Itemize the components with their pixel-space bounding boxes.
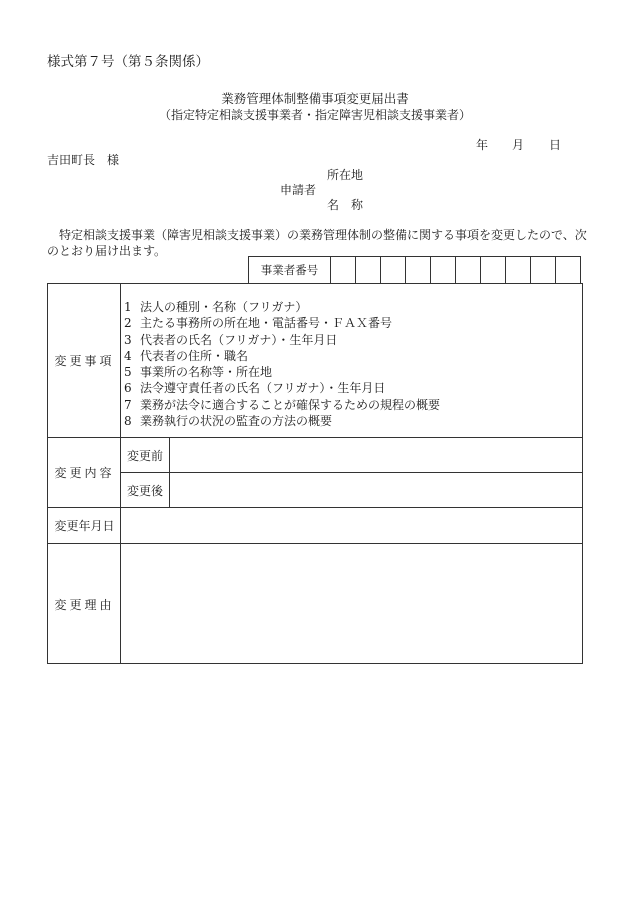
list-item: 8 業務執行の状況の監査の方法の概要 xyxy=(124,414,333,429)
business-number-label: 事業者番号 xyxy=(249,257,331,284)
applicant-label: 申請者 xyxy=(280,183,317,197)
address-label: 所在地 xyxy=(327,168,364,182)
list-item: 1 法人の種別・名称（フリガナ） xyxy=(124,300,308,314)
business-number-digit[interactable] xyxy=(456,257,481,284)
business-number-table xyxy=(248,256,581,284)
change-content-label: 変更内容 xyxy=(54,466,115,480)
list-item: 6 法令遵守責任者の氏名（フリガナ）・生年月日 xyxy=(124,381,386,396)
after-field[interactable] xyxy=(170,473,582,507)
document-subtitle: （指定特定相談支援事業者・指定障害児相談支援事業者） xyxy=(158,108,471,122)
before-label: 変更前 xyxy=(126,449,163,463)
business-number-digit[interactable] xyxy=(531,257,556,284)
list-item: 4 代表者の住所・職名 xyxy=(124,348,249,363)
business-number-digit[interactable] xyxy=(556,257,581,284)
change-date-label: 変更年月日 xyxy=(54,519,115,533)
business-number-digit[interactable] xyxy=(506,257,531,284)
date-month-label: 月 xyxy=(512,138,525,152)
list-item: 2 主たる事務所の所在地・電話番号・ＦＡＸ番号 xyxy=(124,316,393,331)
date-year-label: 年 xyxy=(476,138,489,152)
name-label: 名 称 xyxy=(327,198,364,212)
change-reason-field[interactable] xyxy=(121,544,582,663)
after-label: 変更後 xyxy=(126,484,163,498)
date-day-label: 日 xyxy=(549,138,562,152)
change-date-field[interactable] xyxy=(121,508,582,543)
business-number-digit[interactable] xyxy=(331,257,356,284)
change-form-table xyxy=(47,283,583,664)
business-number-digit[interactable] xyxy=(431,257,456,284)
list-item: 7 業務が法令に適合することが確保するための規程の概要 xyxy=(124,397,441,412)
change-reason-label: 変更理由 xyxy=(54,598,115,612)
addressee: 吉田町長 様 xyxy=(47,153,120,167)
business-number-digit[interactable] xyxy=(356,257,381,284)
change-items-label: 変更事項 xyxy=(54,354,115,368)
business-number-digit[interactable] xyxy=(481,257,506,284)
change-items-list xyxy=(124,299,440,429)
business-number-digit[interactable] xyxy=(381,257,406,284)
before-field[interactable] xyxy=(170,438,582,472)
business-number-digit[interactable] xyxy=(406,257,431,284)
document-title: 業務管理体制整備事項変更届出書 xyxy=(221,91,409,106)
form-number: 様式第７号（第５条関係） xyxy=(47,54,209,70)
list-item: 5 事業所の名称等・所在地 xyxy=(124,365,273,380)
list-item: 3 代表者の氏名（フリガナ）・生年月日 xyxy=(124,332,338,347)
intro-text: 特定相談支援事業（障害児相談支援事業）の業務管理体制の整備に関する事項を変更したので、次のとおり届け出ます。 xyxy=(47,228,587,258)
